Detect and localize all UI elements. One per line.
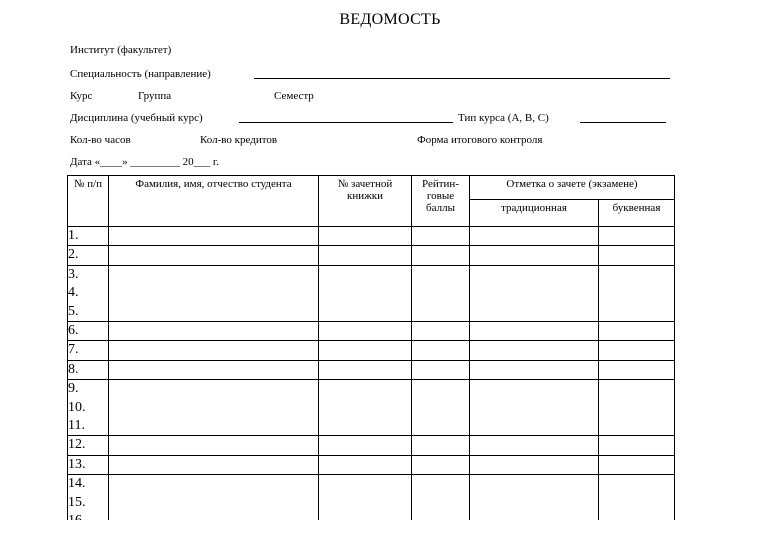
row-number: 9.	[68, 381, 79, 397]
row-number: 14.	[68, 476, 86, 492]
row-number-cell	[68, 265, 109, 321]
traditional-cell[interactable]	[470, 380, 599, 436]
specialty-label: Специальность (направление)	[70, 68, 211, 80]
name-cell[interactable]	[109, 322, 319, 341]
page-cutoff	[0, 520, 780, 540]
rating-cell[interactable]	[412, 436, 470, 455]
letter-cell[interactable]	[599, 265, 675, 321]
traditional-cell[interactable]	[470, 246, 599, 265]
record-book-cell[interactable]	[319, 341, 412, 360]
rating-cell[interactable]	[412, 455, 470, 474]
traditional-cell[interactable]	[470, 265, 599, 321]
header-rating: Рейтин-говые баллы	[412, 176, 470, 227]
letter-cell[interactable]	[599, 436, 675, 455]
specialty-underline[interactable]	[254, 78, 670, 79]
row-number: 10.	[68, 399, 86, 415]
header-mark-group: Отметка о зачете (экзамене)	[470, 176, 675, 200]
course-type-label: Тип курса (А, В, С)	[458, 112, 549, 124]
row-number-cell	[68, 380, 109, 436]
name-cell[interactable]	[109, 227, 319, 246]
row-number: 11.	[68, 418, 85, 434]
header-letter: буквенная	[599, 200, 675, 227]
table-row	[68, 380, 675, 436]
name-cell[interactable]	[109, 455, 319, 474]
record-book-cell[interactable]	[319, 246, 412, 265]
letter-cell[interactable]	[599, 380, 675, 436]
group-label: Группа	[138, 90, 172, 102]
row-number: 6.	[68, 323, 79, 339]
row-number: 1.	[68, 228, 79, 243]
name-cell[interactable]	[109, 360, 319, 379]
header-num: № п/п	[68, 176, 109, 227]
semester-label: Семестр	[274, 90, 314, 102]
record-book-cell[interactable]	[319, 455, 412, 474]
header-record-book: № зачетной книжки	[319, 176, 412, 227]
credits-label: Кол-во кредитов	[200, 134, 278, 146]
rating-cell[interactable]	[412, 227, 470, 246]
table-row	[68, 265, 675, 321]
rating-cell[interactable]	[412, 246, 470, 265]
discipline-underline[interactable]	[239, 122, 453, 123]
letter-cell[interactable]	[599, 227, 675, 246]
table-row	[68, 341, 675, 360]
traditional-cell[interactable]	[470, 360, 599, 379]
traditional-cell[interactable]	[470, 436, 599, 455]
table-row	[68, 246, 675, 265]
rating-cell[interactable]	[412, 380, 470, 436]
row-number-cell	[68, 360, 109, 379]
rating-cell[interactable]	[412, 341, 470, 360]
table-row	[68, 436, 675, 455]
institute-label: Институт (факультет)	[70, 44, 172, 56]
record-book-cell[interactable]	[319, 380, 412, 436]
letter-cell[interactable]	[599, 341, 675, 360]
name-cell[interactable]	[109, 265, 319, 321]
traditional-cell[interactable]	[470, 341, 599, 360]
table-row	[68, 227, 675, 246]
traditional-cell[interactable]	[470, 227, 599, 246]
header-traditional: традиционная	[470, 200, 599, 227]
table-row	[68, 322, 675, 341]
row-number: 15.	[68, 494, 86, 510]
header-name: Фамилия, имя, отчество студента	[109, 176, 319, 227]
record-book-cell[interactable]	[319, 436, 412, 455]
row-number: 3.	[68, 266, 79, 282]
row-number-cell	[68, 455, 109, 474]
name-cell[interactable]	[109, 246, 319, 265]
record-book-cell[interactable]	[319, 322, 412, 341]
table-row	[68, 360, 675, 379]
record-book-cell[interactable]	[319, 360, 412, 379]
row-number-cell	[68, 341, 109, 360]
row-number-cell	[68, 436, 109, 455]
row-number: 12.	[68, 437, 86, 453]
row-number: 13.	[68, 456, 86, 472]
row-number-cell	[68, 227, 109, 246]
name-cell[interactable]	[109, 380, 319, 436]
row-number: 4.	[68, 285, 79, 301]
course-type-underline[interactable]	[580, 122, 666, 123]
name-cell[interactable]	[109, 436, 319, 455]
row-number: 2.	[68, 247, 79, 263]
row-number-cell	[68, 246, 109, 265]
traditional-cell[interactable]	[470, 322, 599, 341]
name-cell[interactable]	[109, 341, 319, 360]
rating-cell[interactable]	[412, 360, 470, 379]
rating-cell[interactable]	[412, 265, 470, 321]
letter-cell[interactable]	[599, 322, 675, 341]
course-label: Курс	[70, 90, 93, 102]
hours-label: Кол-во часов	[70, 134, 131, 146]
record-book-cell[interactable]	[319, 227, 412, 246]
grade-sheet-table	[67, 175, 675, 532]
row-number: 8.	[68, 361, 79, 377]
control-form-label: Форма итогового контроля	[417, 134, 543, 146]
date-field[interactable]: Дата «____» _________ 20___ г.	[70, 156, 219, 168]
discipline-label: Дисциплина (учебный курс)	[70, 112, 203, 124]
row-number: 5.	[68, 303, 79, 319]
rating-cell[interactable]	[412, 322, 470, 341]
row-number-cell	[68, 322, 109, 341]
table-row	[68, 455, 675, 474]
letter-cell[interactable]	[599, 455, 675, 474]
letter-cell[interactable]	[599, 246, 675, 265]
letter-cell[interactable]	[599, 360, 675, 379]
record-book-cell[interactable]	[319, 265, 412, 321]
page-title: ВЕДОМОСТЬ	[339, 11, 441, 28]
traditional-cell[interactable]	[470, 455, 599, 474]
row-number: 7.	[68, 342, 79, 358]
